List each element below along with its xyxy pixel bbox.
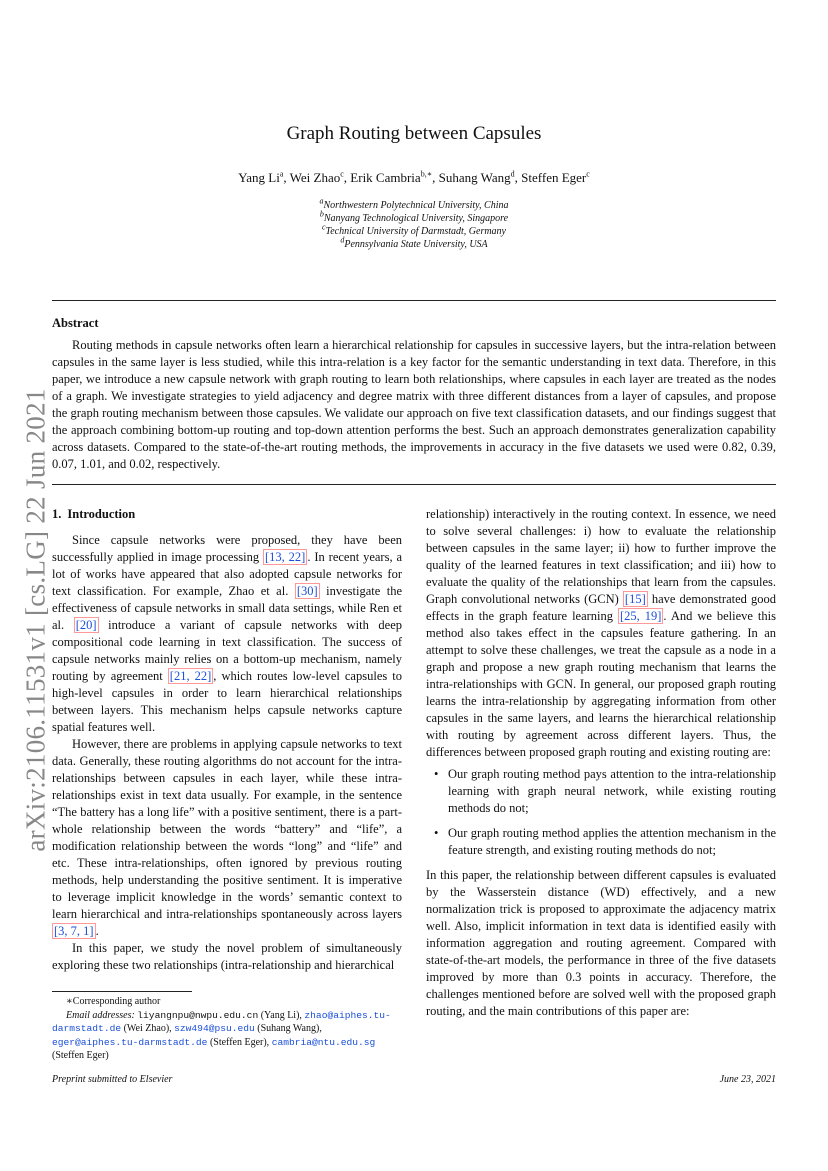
affiliation: $^b$Nanyang Technological University, Singapore	[319, 209, 509, 224]
citation-link[interactable]: [25, 19]	[620, 609, 662, 623]
abstract-top-rule	[52, 300, 776, 301]
author-list	[0, 170, 828, 186]
abstract-heading: Abstract	[52, 316, 99, 330]
footnote-rule	[52, 991, 192, 992]
corresponding-author-note: ∗Corresponding author	[66, 996, 161, 1007]
intro-paragraph-4: In this paper, the relationship between different capsules is evaluated by the Wasserstein distance (WD) effectively, and a new normalization trick is proposed to approximate the adjacency matrix well. Also, implicit information in text data is identified easily with information aggregation and routing agreement. Compared with state-of-the-art models, the performance in three of the five datasets improved by more than 0.3 points in accuracy. Therefore, the challenges mentioned before are solved well with the proposed graph routing, and the main contributions of this paper are:	[426, 868, 776, 1018]
affiliation-list	[0, 196, 828, 251]
citation-link[interactable]: [20]	[75, 618, 97, 632]
footer-date: June 23, 2021	[719, 1074, 776, 1085]
author: Steffen Eger$^c$	[521, 169, 590, 185]
affiliation: $^d$Pennsylvania State University, USA	[340, 235, 488, 250]
author: Yang Li$^a$,	[238, 169, 290, 185]
citation-link[interactable]: [15]	[624, 592, 646, 606]
email-link[interactable]: zhao@aiphes.tu-darmstadt.de	[52, 1009, 391, 1034]
author: Erik Cambria$^{b,∗}$,	[350, 169, 439, 185]
email-link[interactable]: szw494@psu.edu	[174, 1023, 255, 1034]
intro-paragraph-3: In this paper, we study the novel problem of simultaneously exploring these two relationships (intra-relationship and hierarchical	[52, 941, 402, 972]
email-link[interactable]: liyangnpu@nwpu.edu.cn	[137, 1009, 259, 1021]
left-column	[52, 506, 402, 974]
intro-paragraph-3-continued: relationship) interactively in the routing context. In essence, we need to solve several challenges: i) how to evaluate the relationship between capsules in the same layer; ii) how to further improve the quality of the learned features in text classification; and iii) how to evaluate the quality of the relationships that learn from the capsules. Graph convolutional networks (GCN) [15] have demonstrated good effects in the graph feature learning [25, 19] . And we believe this method also takes effect in the capsules feature gathering. In an attempt to solve these challenges, we treat the capsule as a node in a graph and propose a new graph routing mechanism that learns the intra-relationships with GCN. In general, our proposed graph routing learns the intra-relationship by aggregating information from other capsules in the same layers, and learns the hierarchical relationship with routing by agreement across different layers. Thus, the differences between proposed graph routing and existing routing are:	[426, 507, 776, 759]
affiliation: $^a$Northwestern Polytechnical University, China	[319, 196, 509, 211]
paper-title: Graph Routing between Capsules	[286, 123, 542, 144]
footnote	[52, 995, 402, 1063]
differences-list	[426, 766, 776, 859]
author: Wei Zhao$^c$,	[289, 169, 351, 185]
arxiv-identifier-text: arXiv:2106.11531v1 [cs.LG] 22 Jun 2021	[20, 388, 51, 852]
citation-link[interactable]: [21, 22]	[169, 669, 212, 683]
footer-journal: Preprint submitted to Elsevier	[52, 1074, 173, 1085]
email-addresses: Email addresses: liyangnpu@nwpu.edu.cn (Yang Li), zhao@aiphes.tu-darmstadt.de (Wei Zhao), szw494@psu.edu (Suhang Wang), eger@aiphes.tu-darmstadt.de (Steffen Eger), cambria@ntu.edu.sg (Steffen Eger)	[52, 1009, 391, 1061]
list-item: • Our graph routing method applies the attention mechanism in the feature strength, and existing routing methods do not;	[434, 826, 776, 857]
affiliation: $^c$Technical University of Darmstadt, Germany	[321, 222, 506, 237]
list-item: • Our graph routing method pays attention to the intra-relationship learning with graph neural network, while existing routing methods do not;	[434, 767, 776, 815]
section-heading: 1. Introduction	[52, 507, 136, 521]
intro-paragraph-2: However, there are problems in applying capsule networks to text data. Generally, these routing algorithms do not account for the intra-relationships between capsules in each layer, while these intra-relationships exist in text data usually. For example, in the sentence “The battery has a long life” with a positive sentiment, there is a part-whole relationship between the words “battery” and “life”, a modification relationship between the words “long” and “life” and etc. These intra-relationships, often ignored by previous routing methods, help understanding the positive sentiment. It is imperative to leverage implicit knowledge in the words’ semantic context to learn hierarchical and intra-relationships spontaneously across layers [3, 7, 1] .	[52, 737, 402, 938]
right-column	[426, 506, 776, 1020]
abstract-bottom-rule	[52, 484, 776, 485]
citation-link[interactable]: [30]	[296, 584, 318, 598]
citation-link[interactable]: [3, 7, 1]	[54, 924, 94, 938]
abstract-text: Routing methods in capsule networks often learn a hierarchical relationship for capsules in successive layers, but the intra-relation between capsules in the same layer is less studied, while this intra-relation is a key factor for the semantic understanding in text data. Therefore, in this paper, we introduce a new capsule network with graph routing to learn both relationships, where capsules in each layer are treated as the nodes of a graph. We investigate strategies to yield adjacency and degree matrix with three different distances from a layer of capsules, and propose the graph routing mechanism between those capsules. We validate our approach on five text classification datasets, and our findings suggest that the approach combining bottom-up routing and top-down attention performs the best. Such an approach demonstrates generalization capability across datasets. Compared to the state-of-the-art routing methods, the improvements in accuracy in the five datasets we used were 0.82, 0.39, 0.07, 1.01, and 0.02, respectively.	[52, 338, 776, 471]
intro-paragraph-1: Since capsule networks were proposed, they have been successfully applied in image processing [13, 22] . In recent years, a lot of works have appeared that also adopted capsule networks for text classification. For example, Zhao et al. [30] investigate the effectiveness of capsule networks in small data settings, while Ren et al. [20] introduce a variant of capsule networks with deep compositional code learning in text classification. The success of capsule networks mainly relies on a bottom-up mechanism, namely routing by agreement [21, 22] , which routes low-level capsules to high-level capsules in order to learn hierarchical relationships between layers. This mechanism helps capsule networks capture spatial features well.	[52, 533, 403, 734]
email-link[interactable]: eger@aiphes.tu-darmstadt.de	[52, 1036, 208, 1048]
citation-link[interactable]: [13, 22]	[265, 550, 306, 564]
author: Suhang Wang$^d$,	[438, 169, 522, 185]
email-link[interactable]: cambria@ntu.edu.sg	[271, 1036, 376, 1048]
